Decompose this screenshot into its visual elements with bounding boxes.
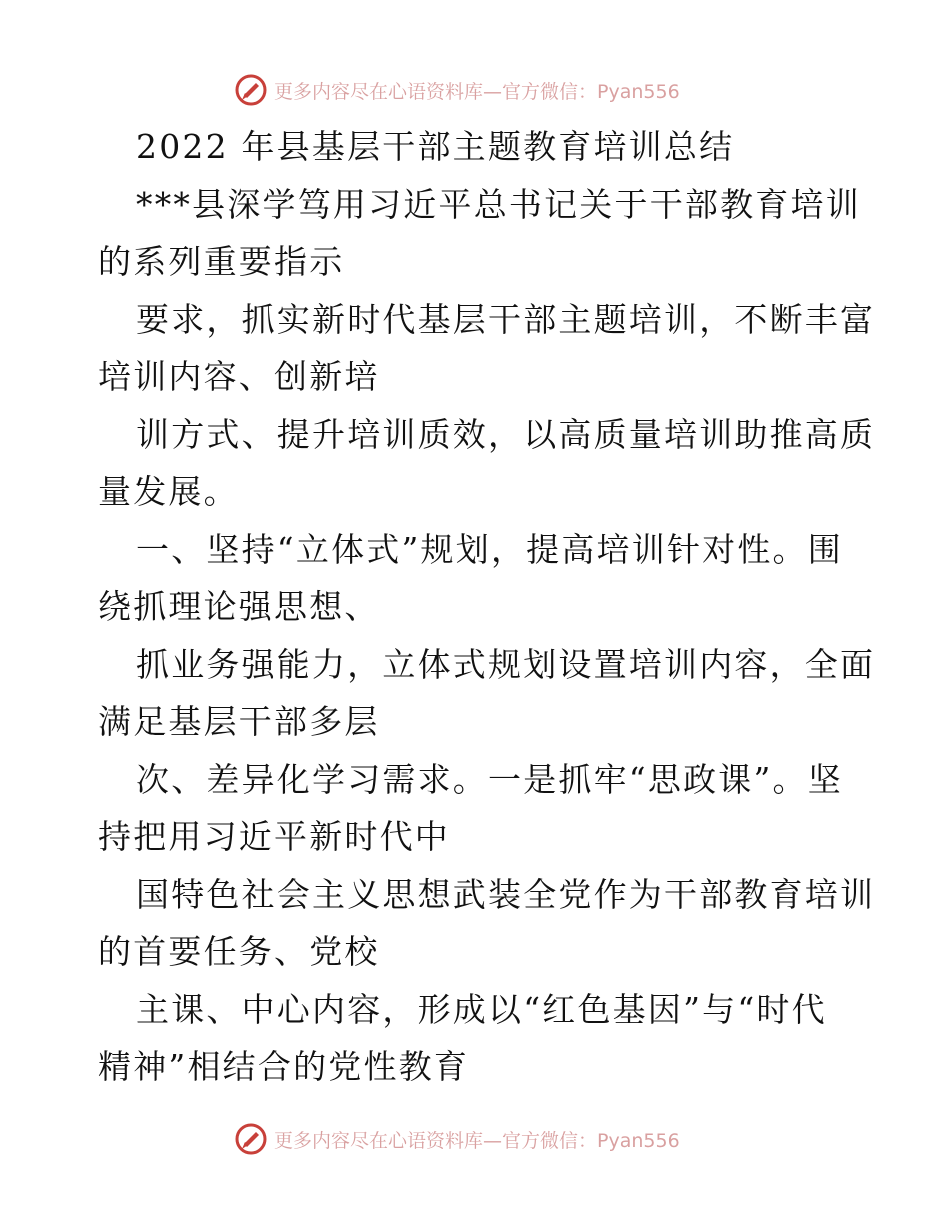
paragraph-line: 主课、中心内容，形成以“红色基因”与“时代 xyxy=(136,989,827,1029)
paragraph-line: 的首要任务、党校 xyxy=(98,932,380,971)
paragraph-line: 量发展。 xyxy=(98,472,239,511)
watermark-footer xyxy=(234,1119,680,1159)
watermark-logo-icon xyxy=(234,73,268,107)
paragraph-line: 抓业务强能力，立体式规划设置培训内容，全面 xyxy=(136,644,876,684)
paragraph-line: 培训内容、创新培 xyxy=(98,357,380,396)
paragraph-line: 训方式、提升培训质效，以高质量培训助推高质 xyxy=(136,414,876,454)
watermark-text: 更多内容尽在心语资料库—官方微信：Pyan556 xyxy=(274,1129,680,1152)
watermark-header xyxy=(234,70,680,110)
section-heading-line: 一、坚持“立体式”规划，提高培训针对性。围 xyxy=(136,529,843,569)
paragraph-line: 要求，抓实新时代基层干部主题培训，不断丰富 xyxy=(136,299,876,339)
watermark-logo-icon xyxy=(234,1122,268,1156)
paragraph-line: 精神”相结合的党性教育 xyxy=(98,1047,470,1086)
paragraph-line: 绕抓理论强思想、 xyxy=(98,587,380,626)
watermark-text: 更多内容尽在心语资料库—官方微信：Pyan556 xyxy=(274,80,680,103)
document-body xyxy=(98,118,876,1096)
paragraph-line: 国特色社会主义思想武装全党作为干部教育培训 xyxy=(136,874,876,914)
paragraph-line: 持把用习近平新时代中 xyxy=(98,817,450,856)
paragraph-line: ***县深学笃用习近平总书记关于干部教育培训 xyxy=(136,184,861,224)
paragraph-line: 满足基层干部多层 xyxy=(98,702,380,741)
paragraph-line: 次、差异化学习需求。一是抓牢“思政课”。坚 xyxy=(136,759,843,799)
document-title: 2022 年县基层干部主题教育培训总结 xyxy=(136,127,735,166)
paragraph-line: 的系列重要指示 xyxy=(98,242,345,281)
